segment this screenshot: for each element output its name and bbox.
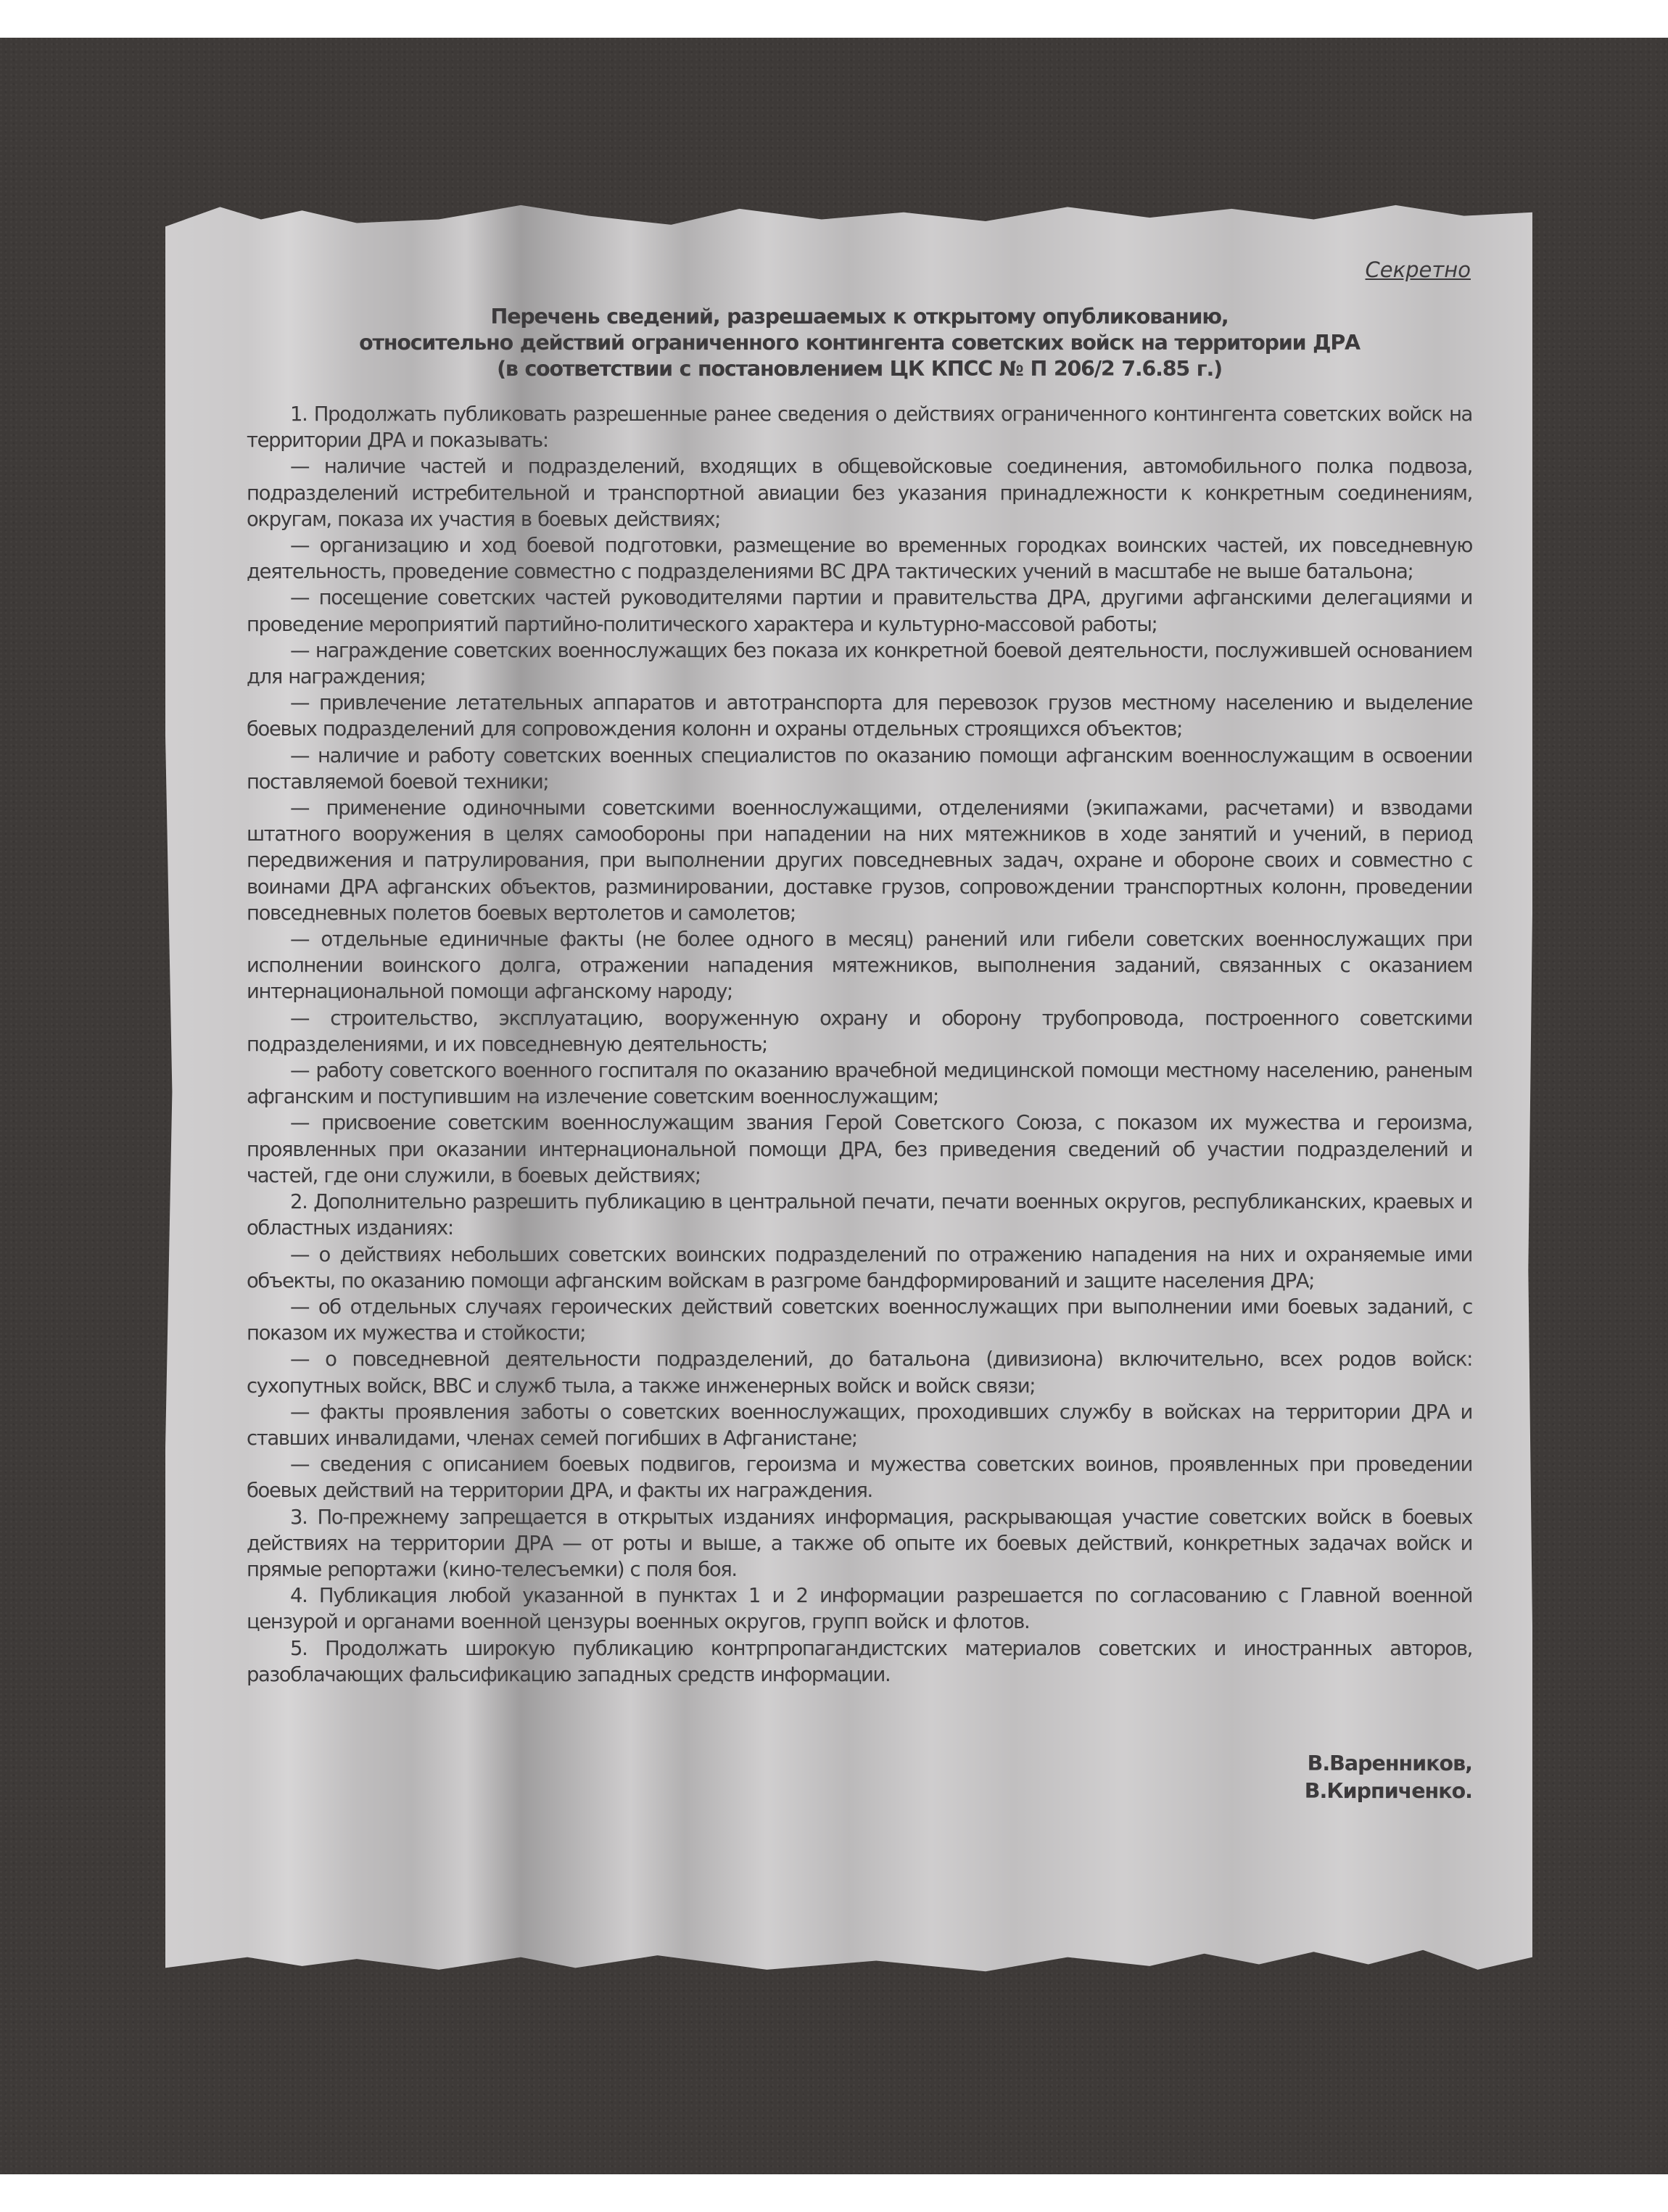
list-item: — факты проявления заботы о советских военнослужащих, проходивших службу в войсках на территории ДРА и ставших инвалидами, членах семей погибших в Афганистане; bbox=[247, 1400, 1472, 1450]
paragraph-5: 5. Продолжать широкую публикацию контрпропагандистских материалов советских и иностранных авторов, разоблачающих фальсификацию западных средств информации. bbox=[247, 1636, 1472, 1686]
paragraph-1: 1. Продолжать публиковать разрешенные ранее сведения о действиях ограниченного контингента советских войск на территории ДРА и показывать: bbox=[247, 403, 1472, 453]
signature-block bbox=[247, 1750, 1472, 1805]
list-item: — применение одиночными советскими военнослужащими, отделениями (экипажами, расчетами) и взводами штатного вооружения в целях самообороны при нападении на них мятежников в ходе занятий и учений, в период передвижения и патрулирования, при выполнении других повседневных задач, охране и обороне своих и совместно с воинами ДРА афганских объектов, разминировании, доставке грузов, сопровождении транспортных колонн, проведении повседневных полетов боевых вертолетов и самолетов; bbox=[247, 796, 1472, 925]
signature-varennikov: В.Варенников, bbox=[1307, 1751, 1472, 1775]
list-item: — строительство, эксплуатацию, вооруженную охрану и оборону трубопровода, построенного советскими подразделениями, и их повседневную деятельность; bbox=[247, 1006, 1472, 1056]
title-line-1: Перечень сведений, разрешаемых к открытому опубликованию, bbox=[490, 305, 1229, 329]
list-item: — организацию и ход боевой подготовки, размещение во временных городках воинских частей, их повседневную деятельность, проведение совместно с подразделениями ВС ДРА тактических учений в масштабе не выше батальона; bbox=[247, 534, 1472, 584]
paragraph-3: 3. По-прежнему запрещается в открытых изданиях информация, раскрывающая участие советских войск в боевых действиях на территории ДРА — от роты и выше, а также об опыте их боевых действий, конкретных задачах войск и прямые репортажи (кино-телесъемки) с поля боя. bbox=[247, 1505, 1472, 1581]
list-item: — отдельные единичные факты (не более одного в месяц) ранений или гибели советских военнослужащих при исполнении воинского долга, отражении нападения мятежников, выполнения заданий, связанных с оказанием интернациональной помощи афганскому народу; bbox=[247, 928, 1472, 1004]
list-item: — награждение советских военнослужащих без показа их конкретной боевой деятельности, послужившей основанием для награждения; bbox=[247, 638, 1472, 689]
title-line-2: относительно действий ограниченного контингента советских войск на территории ДРА bbox=[359, 331, 1360, 355]
list-item: — о действиях небольших советских воинских подразделений по отражению нападения на них и охраняемые ими объекты, по оказанию помощи афганским войскам в разгроме бандформирований и защите населения ДРА; bbox=[247, 1242, 1472, 1292]
list-item: — наличие и работу советских военных специалистов по оказанию помощи афганским военнослужащим в освоении поставляемой боевой техники; bbox=[247, 743, 1472, 793]
document-title bbox=[247, 304, 1472, 382]
paragraph-4: 4. Публикация любой указанной в пунктах 1 и 2 информации разрешается по согласованию с Главной военной цензурой и органами военной цензуры военных округов, групп войск и флотов. bbox=[247, 1584, 1472, 1634]
list-item: — наличие частей и подразделений, входящих в общевойсковые соединения, автомобильного полка подвоза, подразделений истребительной и транспортной авиации без указания принадлежности к конкретным соединениям, округам, показа их участия в боевых действиях; bbox=[247, 455, 1472, 531]
list-item: — сведения с описанием боевых подвигов, героизма и мужества советских воинов, проявленных при проведении боевых действий на территории ДРА, и факты их награждения. bbox=[247, 1453, 1472, 1503]
list-item: — об отдельных случаях героических действий советских военнослужащих при выполнении ими боевых заданий, с показом их мужества и стойкости; bbox=[247, 1295, 1472, 1345]
document-body bbox=[247, 401, 1472, 1688]
secret-document bbox=[247, 257, 1472, 1805]
list-item: — присвоение советским военнослужащим звания Герой Советского Союза, с показом их мужества и героизма, проявленных при оказании интернациональной помощи ДРА, без приведения сведений об участии подразделений и частей, где они служили, в боевых действиях; bbox=[247, 1111, 1472, 1187]
list-item: — о повседневной деятельности подразделений, до батальона (дивизиона) включительно, всех родов войск: сухопутных войск, ВВС и служб тыла, а также инженерных войск и войск связи; bbox=[247, 1348, 1472, 1398]
list-item: — посещение советских частей руководителями партии и правительства ДРА, другими афганскими делегациями и проведение мероприятий партийно-политического характера и культурно-массовой работы; bbox=[247, 586, 1472, 636]
title-line-3: (в соответствии с постановлением ЦК КПСС № П 206/2 7.6.85 г.) bbox=[497, 357, 1222, 381]
list-item: — привлечение летательных аппаратов и автотранспорта для перевозок грузов местному населению и выделение боевых подразделений для сопровождения колонн и охраны отдельных строящихся объектов; bbox=[247, 691, 1472, 741]
classification-stamp: Секретно bbox=[1365, 257, 1471, 282]
list-item: — работу советского военного госпиталя по оказанию врачебной медицинской помощи местному населению, раненым афганским и поступившим на излечение советским военнослужащим; bbox=[247, 1059, 1472, 1109]
signature-kirpichenko: В.Кирпиченко. bbox=[1304, 1778, 1472, 1803]
paragraph-2: 2. Дополнительно разрешить публикацию в центральной печати, печати военных округов, республиканских, краевых и областных изданиях: bbox=[247, 1190, 1472, 1240]
